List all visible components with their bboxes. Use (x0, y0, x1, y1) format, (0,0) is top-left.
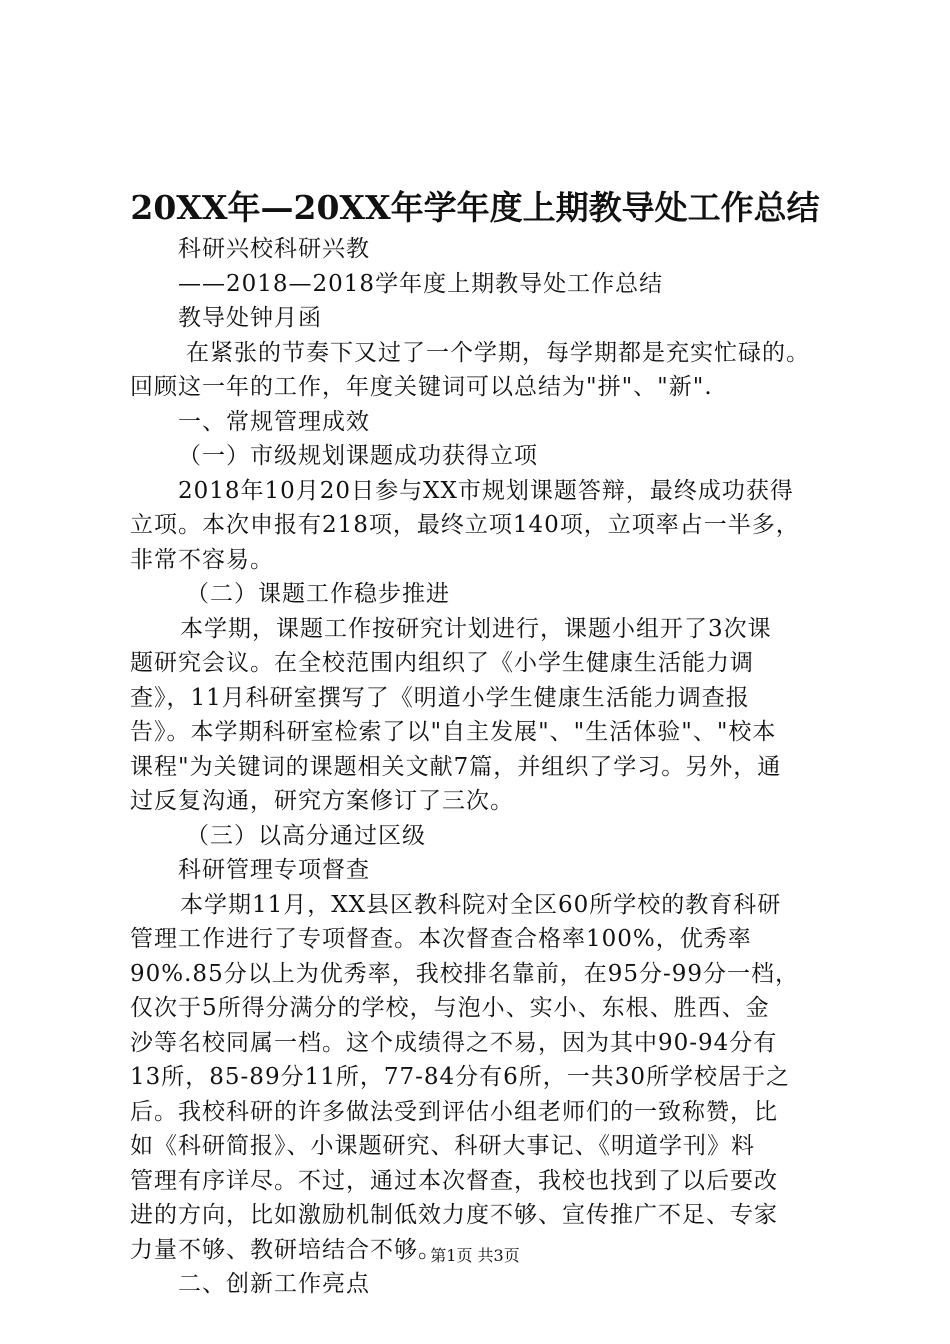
text-line: （一）市级规划课题成功获得立项 (178, 443, 538, 469)
text-line: 回顾这一年的工作，年度关键词可以总结为"拼"、"新". (130, 374, 713, 400)
text-line: 管理工作进行了专项督查。本次督查合格率100%，优秀率 (130, 926, 752, 952)
text-line: 科研管理专项督查 (178, 857, 370, 883)
text-line: 90%.85分以上为优秀率，我校排名靠前，在95分-99分一档， (130, 960, 800, 987)
text-line: 如《科研简报》、小课题研究、科研大事记、《明道学刊》料 (130, 1133, 755, 1159)
text-line: 仅次于5所得分满分的学校，与泡小、实小、东根、胜西、金 (130, 995, 770, 1021)
text-line: 一、常规管理成效 (178, 408, 370, 435)
text-line: 告》。本学期科研室检索了以"自主发展"、"生活体验"、"校本 (130, 719, 777, 745)
text-line: （二）课题工作稳步推进 (186, 581, 450, 607)
text-line: 二、创新工作亮点 (178, 1271, 370, 1297)
text-line: ——2018—2018学年度上期教导处工作总结 (178, 270, 664, 297)
text-line: 过反复沟通，研究方案修订了三次。 (130, 788, 514, 814)
text-line: 本学期，课题工作按研究计划进行，课题小组开了3次课 (180, 615, 772, 642)
text-line: 2018年10月20日参与XX市规划课题答辩，最终成功获得 (178, 477, 794, 504)
text-line: 在紧张的节奏下又过了一个学期，每学期都是充实忙碌的。 (186, 339, 810, 366)
document-body (130, 232, 830, 1302)
text-line: 本学期11月，XX县区教科院对全区60所学校的教育科研 (180, 891, 782, 918)
text-line: 力量不够、教研培结合不够。 (130, 1236, 442, 1263)
text-line: 课程"为关键词的课题相关文献7篇，并组织了学习。另外，通 (130, 753, 782, 780)
text-line: （三）以高分通过区级 (186, 822, 426, 849)
text-line: 查》，11月科研室撰写了《明道小学生健康生活能力调查报 (130, 684, 750, 711)
text-line: 沙等名校同属一档。这个成绩得之不易，因为其中90-94分有 (130, 1029, 778, 1056)
document-title: 20XX年—20XX年学年度上期教导处工作总结 (130, 188, 820, 227)
text-line: 立项。本次申报有218项，最终立项140项，立项率占一半多， (130, 512, 800, 538)
text-line: 13所，85-89分11所，77-84分有6所，一共30所学校居于之 (130, 1064, 791, 1090)
text-line: 后。我校科研的许多做法受到评估小组老师们的一致称赞，比 (130, 1098, 778, 1125)
text-line: 非常不容易。 (130, 546, 274, 573)
page-footer: 第1页 共3页 (430, 1246, 520, 1265)
text-line: 管理有序详尽。不过，通过本次督查，我校也找到了以后要改 (130, 1167, 778, 1194)
text-line: 进的方向，比如激励机制低效力度不够、宣传推广不足、专家 (130, 1202, 778, 1228)
text-line: 教导处钟月函 (178, 305, 322, 331)
text-line: 题研究会议。在全校范围内组织了《小学生健康生活能力调 (130, 650, 754, 676)
text-line: 科研兴校科研兴教 (178, 236, 370, 262)
